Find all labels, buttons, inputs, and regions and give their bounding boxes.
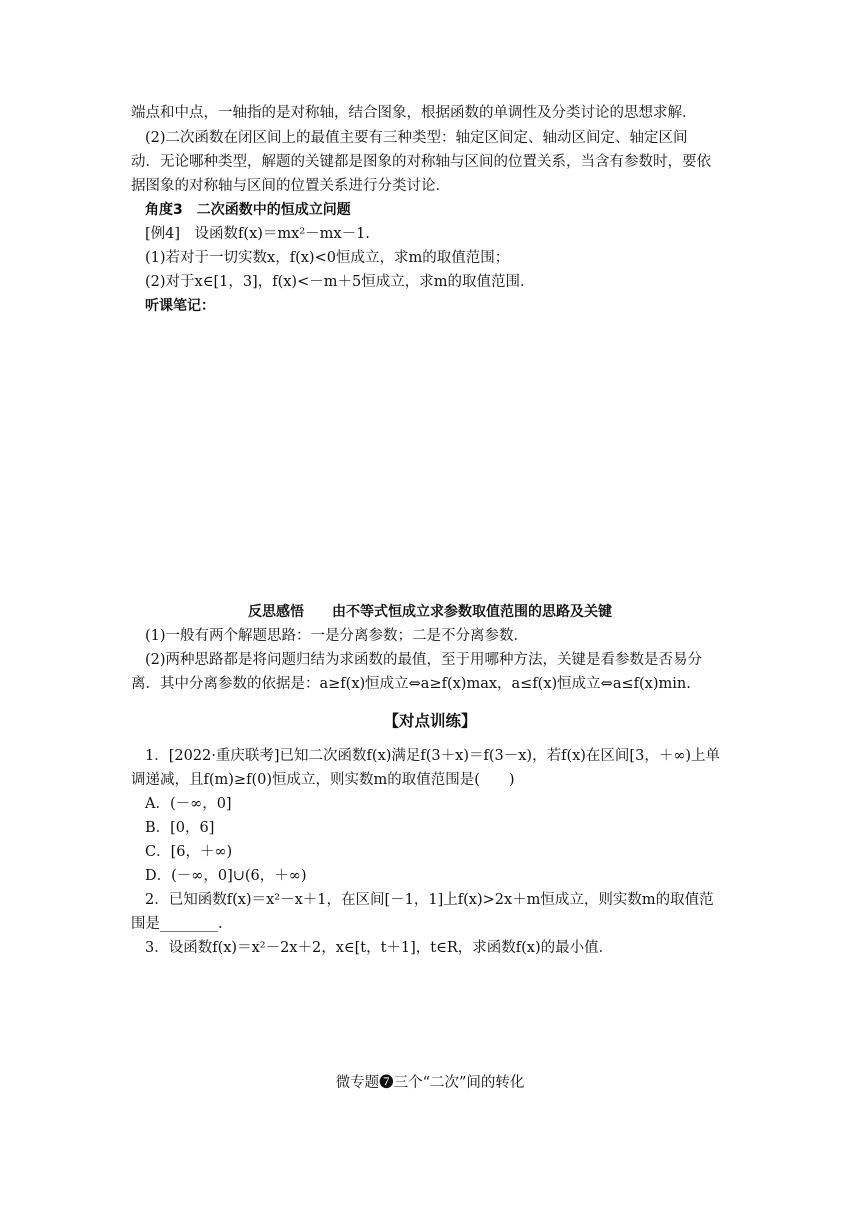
text-line: (1)一般有两个解题思路：一是分离参数；二是不分离参数．: [145, 628, 529, 644]
text-line: (2)两种思路都是将问题归结为求函数的最值，至于用哪种方法，关键是看参数是否易分: [145, 652, 703, 668]
text-line: 据图象的对称轴与区间的位置关系进行分类讨论．: [131, 178, 450, 194]
text-line: (1)若对于一切实数x，f(x)<0恒成立，求m的取值范围；: [145, 250, 510, 266]
section-heading: 角度3 二次函数中的恒成立问题: [145, 202, 351, 218]
text-line: (2)对于x∈[1，3]，f(x)<－m＋5恒成立，求m的取值范围．: [145, 274, 535, 290]
text-line: 动．无论哪种类型，解题的关键都是图象的对称轴与区间的位置关系，当含有参数时，要依: [131, 154, 711, 170]
example-title: [例4] 设函数f(x)＝mx²－mx－1.: [145, 226, 370, 242]
question-3: 3．设函数f(x)＝x²－2x＋2，x∈[t，t＋1]，t∈R，求函数f(x)的最小值．: [145, 940, 614, 956]
text-line: 离．其中分离参数的依据是：a≥f(x)恒成立⇔a≥f(x)max，a≤f(x)恒成立⇔a≤f(x)min.: [131, 676, 691, 692]
reflection-heading: 反思感悟 由不等式恒成立求参数取值范围的思路及关键: [248, 604, 612, 620]
option-a: A．(－∞，0]: [145, 796, 232, 812]
question-1: 1．[2022·重庆联考]已知二次函数f(x)满足f(3＋x)＝f(3－x)，若f(x)在区间[3，＋∞)上单: [145, 748, 721, 764]
text-line: (2)二次函数在闭区间上的最值主要有三种类型：轴定区间定、轴动区间定、轴定区间: [145, 130, 688, 146]
text-line: 围是________.: [131, 916, 223, 932]
notes-label: 听课笔记：: [145, 298, 215, 314]
question-2: 2．已知函数f(x)＝x²－x＋1，在区间[－1，1]上f(x)>2x＋m恒成立，则实数m的取值范: [145, 892, 714, 908]
footer-title: 微专题❼三个“二次”间的转化: [335, 1075, 525, 1091]
text-line: 调递减，且f(m)≥f(0)恒成立，则实数m的取值范围是( ): [131, 772, 515, 788]
training-heading: 【对点训练】: [383, 712, 477, 730]
option-c: C．[6，＋∞): [145, 844, 233, 860]
text-line: 端点和中点，一轴指的是对称轴，结合图象，根据函数的单调性及分类讨论的思想求解．: [131, 105, 697, 121]
option-d: D．(－∞，0]∪(6，＋∞): [145, 868, 307, 884]
option-b: B．[0，6]: [145, 820, 215, 836]
